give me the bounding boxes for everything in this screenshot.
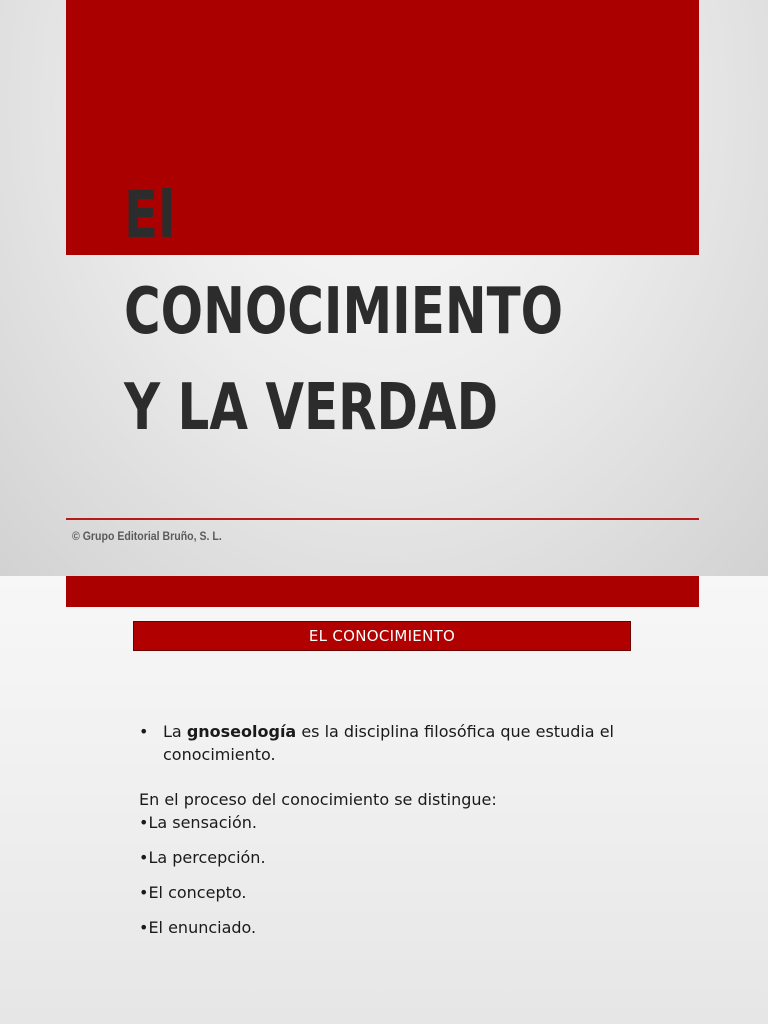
list-item-sensacion: •La sensación.: [139, 813, 257, 832]
title-line-2: CONOCIMIENTO: [124, 275, 564, 349]
definition-bullet: [139, 720, 639, 766]
title-line-3: Y LA VERDAD: [124, 371, 499, 445]
bullet-icon: •: [139, 722, 149, 741]
slide-body: [139, 720, 639, 939]
title-divider: [66, 518, 699, 520]
copyright-notice: © Grupo Editorial Bruño, S. L.: [72, 529, 222, 543]
section-heading: EL CONOCIMIENTO: [133, 621, 631, 651]
bullet-suffix: es la disciplina filosófica que estudia el conocimiento.: [163, 722, 614, 764]
bullet-term: gnoseología: [186, 722, 297, 741]
bullet-prefix: La: [163, 722, 187, 741]
list-item-enunciado: •El enunciado.: [139, 918, 257, 937]
list-item-concepto: •El concepto.: [139, 883, 247, 902]
intro-text: En el proceso del conocimiento se distingue:: [139, 790, 497, 809]
title-line-1: El: [124, 179, 176, 253]
slide-title: [124, 168, 584, 456]
list-item-percepcion: •La percepción.: [139, 848, 266, 867]
top-red-strip: [66, 576, 699, 607]
content-slide: [0, 576, 768, 1024]
